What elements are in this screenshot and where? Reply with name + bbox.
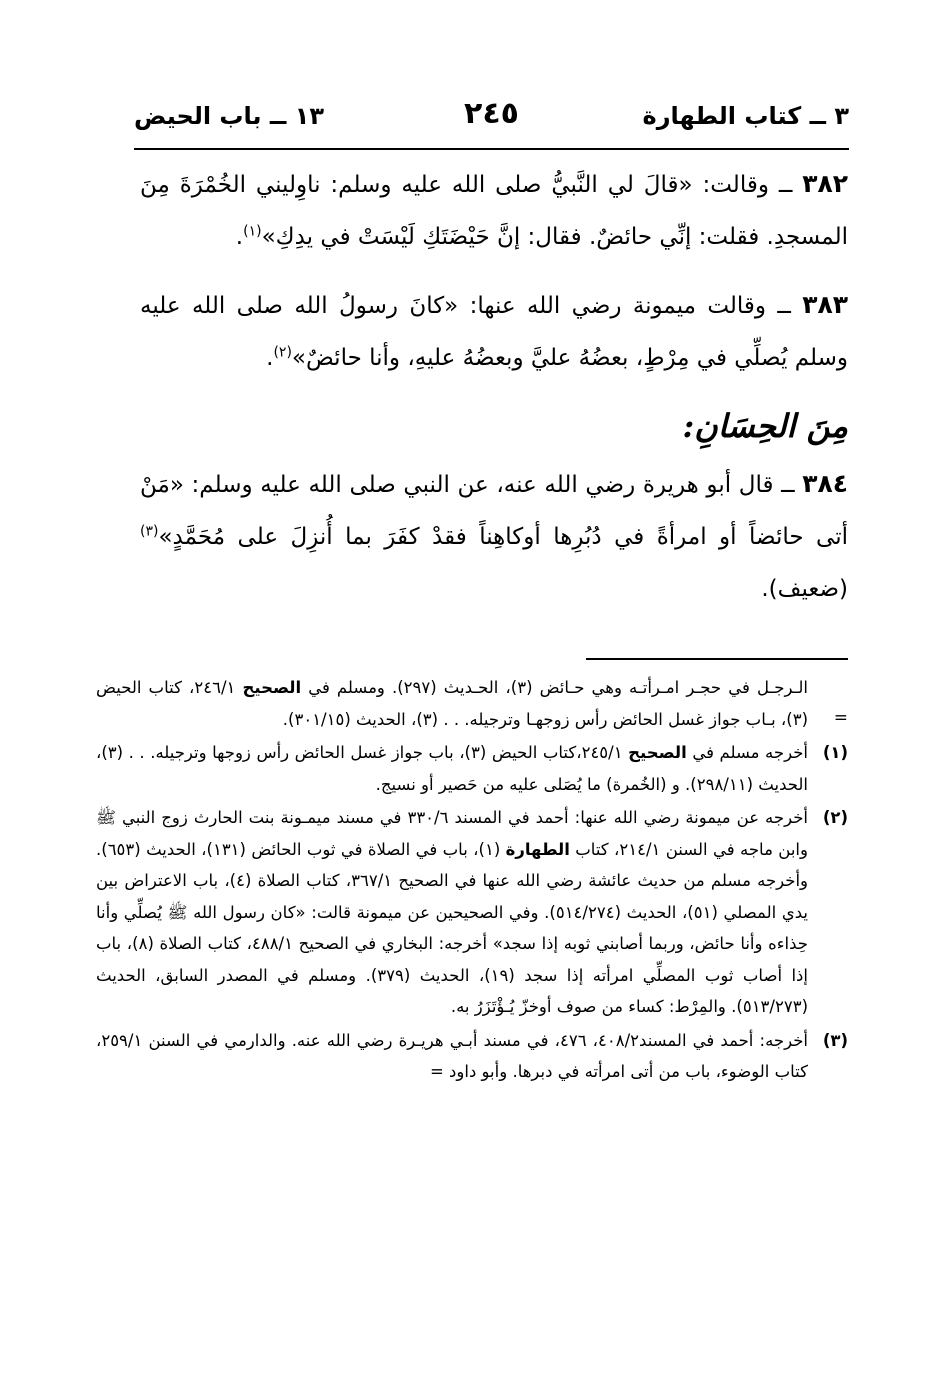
hadith-text: ــ وقالت: «قالَ لي النَّبيُّ صلى الله عليه وسلم: ناوِليني الخُمْرَةَ مِنَ المسجدِ. فقلت: إنِّي حائضٌ. فقال: إنَّ حَيْضَتَكِ لَيْسَتْ في يدِكِ» xyxy=(140,172,848,250)
hadith-end: . xyxy=(266,345,274,371)
footnote-bold: الصحيح xyxy=(628,743,687,762)
footnote-mark: (٢) xyxy=(822,808,848,827)
footnote-rule xyxy=(586,658,848,660)
hadith-end: . xyxy=(235,224,244,250)
section-title: مِنَ الحِسَانِ: xyxy=(682,407,848,445)
hadith-grade: (ضعيف). xyxy=(761,576,848,602)
footnote-pre: أخرجه مسلم في xyxy=(692,743,808,762)
hadith-text: ــ وقالت ميمونة رضي الله عنها: «كانَ رسولُ الله صلى الله عليه وسلم يُصلِّي في مِرْطٍ، بعضُهُ عليَّ وبعضُهُ عليهِ، وأنا حائضٌ» xyxy=(140,293,848,371)
footnote-continuation xyxy=(96,672,848,735)
hadith-text: ــ قال أبو هريرة رضي الله عنه، عن النبي صلى الله عليه وسلم: «مَنْ أتى حائضاً أو امرأةً في دُبُرِها أوكاهِناً فقدْ كفَرَ بما أُنزِلَ على مُحَمَّدٍ» xyxy=(140,472,848,550)
footnote-text: ٢٤٥/١،كتاب الحيض (٣)، باب جواز غسل الحائض رأس زوجها وترجيله. . . (٣)، الحديث (٢٩٨/١١). و (الخُمرة) ما يُصَلى عليه من حَصير أو نسيج. xyxy=(96,743,808,794)
footnote-pre: أخرجه عن ميمونة رضي الله عنها: أحمد في المسند ٣٣٠/٦ في مسند ميمـونة بنت الحارث زوج النبي ﷺ وابن ماجه في السنن ٢١٤/١، كتاب xyxy=(96,808,808,859)
header-section: ١٣ ــ باب الحيض xyxy=(134,102,324,130)
continuation-mark: = xyxy=(833,708,848,728)
footnote-text: أخرجه: أحمد في المسند٤٠٨/٢، ٤٧٦، في مسند أبـي هريـرة رضي الله عنه. والدارمي في السنن ٢٥٩/١، كتاب الوضوء، باب من أتى امرأته في دبرها. وأبو داود = xyxy=(96,1030,808,1081)
hadith-384 xyxy=(140,458,848,615)
footnote-2 xyxy=(96,802,848,1023)
footnote-3 xyxy=(96,1025,848,1088)
footnote-mark: (٣) xyxy=(822,1030,848,1050)
footnote-ref[interactable]: (٢) xyxy=(273,344,292,361)
page-number: ٢٤٥ xyxy=(464,96,519,131)
footnote-text: (١)، باب في الصلاة في ثوب الحائض (١٣١)، الحديث (٦٥٣). وأخرجه مسلم من حديث عائشة رضي الله عنها في الصحيح ٣٦٧/١، كتاب الصلاة (٤)، باب الاعتراض بين يدي المصلي (٥١)، الحديث (٥١٤/٢٧٤). وفي الصحيحين عن ميمونة قالت: «كان رسول الله ﷺ يُصلِّي وأنا حِذاءه وأنا حائض، وربما أصابني ثوبه إذا سجد» أخرجه: البخاري في الصحيح ٤٨٨/١، كتاب الصلاة (٨)، باب إذا أصاب ثوب المصلِّي امرأته إذا سجد (١٩)، الحديث (٣٧٩). ومسلم في المصدر السابق، الحديث (٥١٣/٢٧٣). والمِرْط: كساء من صوف أوخزّ يُـؤْتَزَرُ به. xyxy=(96,839,808,1016)
hadith-382 xyxy=(140,158,848,263)
continuation-line1: الـرجـل في حجـر امـرأتـه وهي حـائض (٣)، الحـديث (٢٩٧). ومسلم في xyxy=(308,678,809,697)
footnote-1 xyxy=(96,737,848,800)
footnote-mark: (١) xyxy=(822,743,848,762)
hadith-number: ٣٨٣ xyxy=(802,290,849,319)
header-book-chapter: ٣ ــ كتاب الطهارة xyxy=(642,102,849,130)
footnotes xyxy=(96,672,848,1090)
continuation-bold: الصحيح xyxy=(242,678,302,697)
footnote-ref[interactable]: (٣) xyxy=(140,523,159,540)
hadith-number: ٣٨٤ xyxy=(802,469,848,498)
hadith-number: ٣٨٢ xyxy=(802,169,848,198)
main-text xyxy=(140,158,848,631)
footnote-ref[interactable]: (١) xyxy=(243,223,262,240)
continuation-line2: ٢٤٦/١، كتاب الحيض (٣)، بـاب جواز غسل الحائض رأس زوجهـا وترجيله. . . (٣)، الحديث (٣٠١/١٥). xyxy=(96,678,808,729)
page-header xyxy=(134,96,849,146)
header-rule xyxy=(134,148,849,150)
hadith-383 xyxy=(140,279,848,384)
footnote-bold: الطهارة xyxy=(505,839,570,859)
